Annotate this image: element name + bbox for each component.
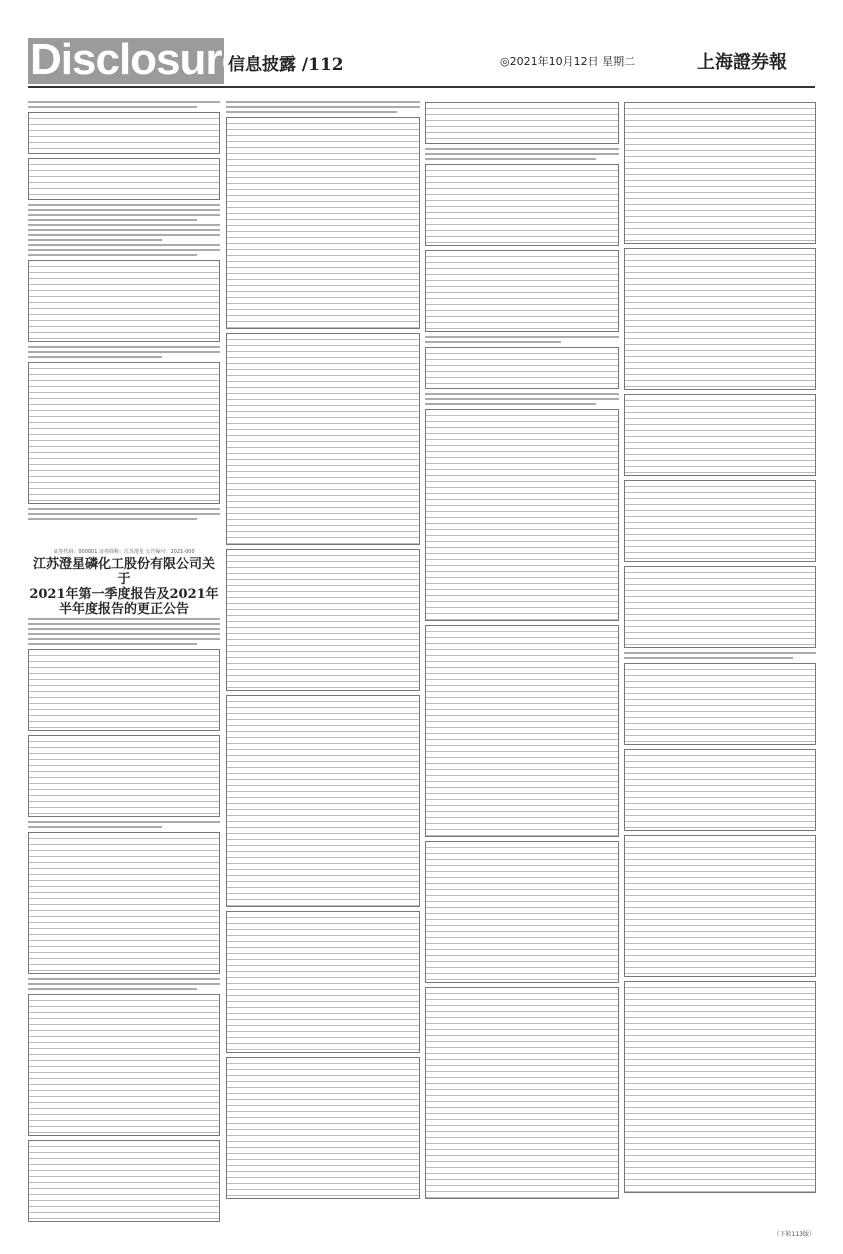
table-block	[425, 409, 619, 621]
table-block	[28, 832, 220, 974]
table-block	[425, 347, 619, 389]
table-block	[425, 987, 619, 1199]
table-block	[28, 260, 220, 342]
masthead-logo: Disclosure	[30, 35, 245, 84]
table-block	[226, 117, 420, 329]
table-block	[28, 112, 220, 154]
table-block	[425, 625, 619, 837]
notice-heading	[28, 548, 220, 617]
continued-note: （下转113版）	[773, 1231, 815, 1238]
table-block	[28, 362, 220, 504]
table-block	[425, 841, 619, 983]
table-block	[425, 250, 619, 332]
table-block	[624, 248, 816, 390]
table-block	[624, 981, 816, 1193]
table-block	[226, 1057, 420, 1199]
notice-code: 证券代码：000001 证券简称：江苏澄星 公告编号：2021-000	[53, 549, 195, 555]
column-2	[226, 98, 420, 1233]
table-block	[28, 158, 220, 200]
table-block	[28, 1140, 220, 1222]
table-block	[624, 749, 816, 831]
section-title: 信息披露 /112	[228, 55, 344, 75]
table-block	[425, 164, 619, 246]
table-block	[624, 102, 816, 244]
table-block	[28, 994, 220, 1136]
notice-title-line2: 2021年第一季度报告及2021年半年度报告的更正公告	[29, 587, 219, 617]
table-block	[624, 394, 816, 476]
newspaper-name: 上海證券報	[697, 52, 787, 73]
table-block	[226, 911, 420, 1053]
table-block	[28, 649, 220, 731]
table-block	[28, 735, 220, 817]
table-block	[226, 549, 420, 691]
header-rule	[28, 86, 815, 88]
table-block	[226, 333, 420, 545]
table-block	[624, 480, 816, 562]
table-block	[624, 663, 816, 745]
table-block	[425, 102, 619, 144]
notice-title-line1: 江苏澄星磷化工股份有限公司关于	[32, 557, 215, 587]
column-1	[28, 98, 220, 1233]
table-block	[624, 566, 816, 648]
table-block	[226, 695, 420, 907]
column-4	[624, 98, 816, 1233]
column-3	[425, 98, 619, 1233]
issue-date: ◎2021年10月12日 星期二	[500, 55, 636, 68]
table-block	[624, 835, 816, 977]
page-header	[0, 0, 843, 88]
